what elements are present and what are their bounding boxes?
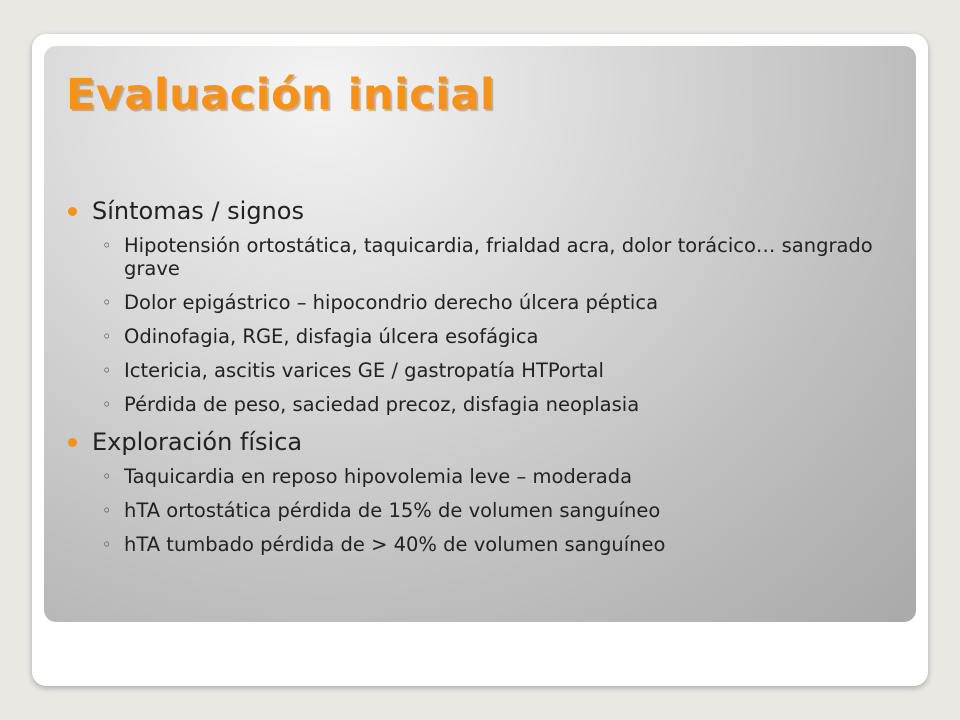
sub-bullet-icon: ◦ (102, 293, 112, 312)
list-item-text: Ictericia, ascitis varices GE / gastropatía HTPortal (124, 359, 604, 382)
list-item (68, 359, 908, 382)
section-heading-exploracion (68, 427, 908, 457)
list-item-text: Pérdida de peso, saciedad precoz, disfagia neoplasia (124, 393, 640, 416)
list-item (68, 533, 908, 556)
list-item (68, 234, 908, 280)
section-heading-label: Exploración física (92, 428, 303, 456)
sub-bullet-icon: ◦ (102, 361, 112, 380)
list-item-text: Taquicardia en reposo hipovolemia leve – moderada (124, 465, 633, 488)
list-item-text: hTA ortostática pérdida de 15% de volumen sanguíneo (124, 499, 661, 522)
sub-bullet-icon: ◦ (102, 327, 112, 346)
list-item (68, 325, 908, 348)
sub-bullet-icon: ◦ (102, 467, 112, 486)
slide-content (68, 196, 908, 567)
list-item-text: hTA tumbado pérdida de > 40% de volumen sanguíneo (124, 533, 666, 556)
list-item-text: Odinofagia, RGE, disfagia úlcera esofágica (124, 325, 539, 348)
bullet-icon (68, 438, 77, 447)
list-item (68, 291, 908, 314)
list-item (68, 393, 908, 416)
list-item-text: Dolor epigástrico – hipocondrio derecho úlcera péptica (124, 291, 659, 314)
sub-bullet-icon: ◦ (102, 535, 112, 554)
slide-frame (32, 34, 928, 686)
sub-bullet-icon: ◦ (102, 501, 112, 520)
section-heading-label: Síntomas / signos (92, 197, 304, 225)
slide-panel (44, 46, 916, 622)
section-heading-sintomas (68, 196, 908, 226)
section-list-exploracion (68, 465, 908, 556)
slide-title: Evaluación inicial (66, 70, 496, 120)
list-item (68, 465, 908, 488)
list-item (68, 499, 908, 522)
sub-bullet-icon: ◦ (102, 395, 112, 414)
bullet-icon (68, 207, 77, 216)
sub-bullet-icon: ◦ (102, 236, 112, 255)
list-item-text: Hipotensión ortostática, taquicardia, frialdad acra, dolor torácico… sangrado grave (124, 234, 873, 280)
section-list-sintomas (68, 234, 908, 416)
